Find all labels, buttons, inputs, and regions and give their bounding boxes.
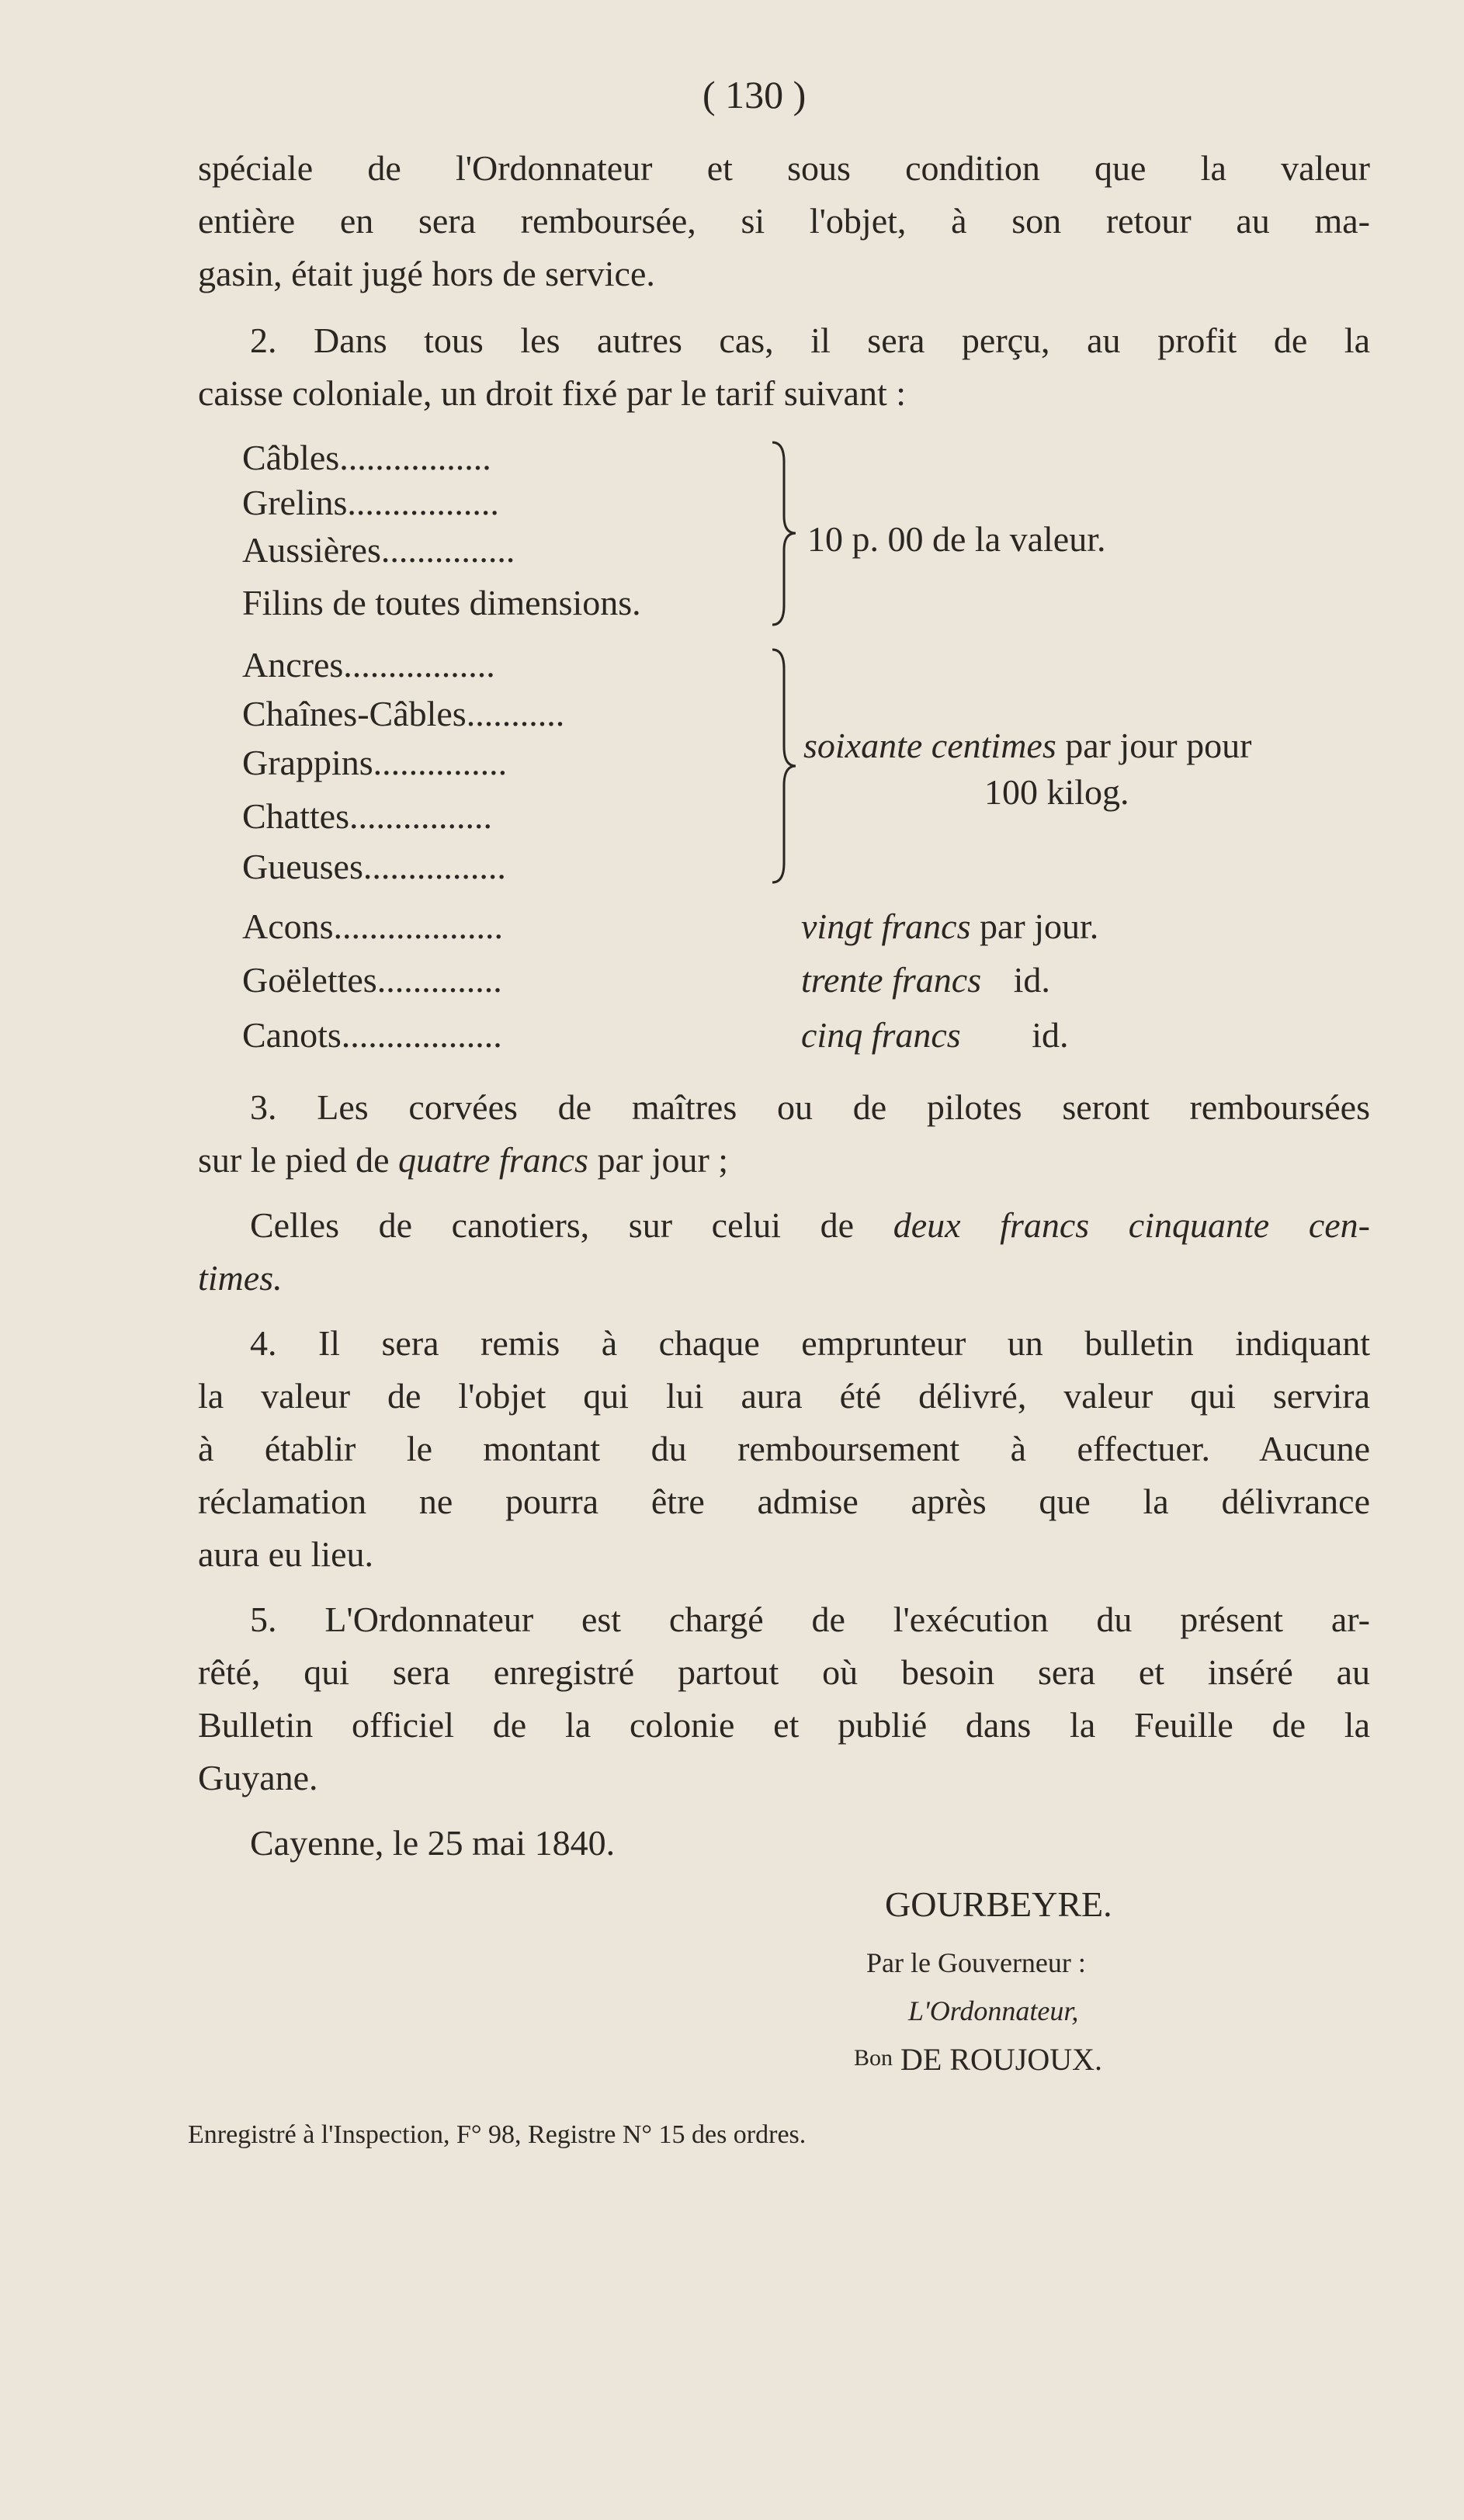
tariff-item-acons: Acons................... (242, 906, 504, 946)
tariff-item-aussieres: Aussières............... (242, 530, 515, 570)
tariff-item-ancres: Ancres................. (242, 645, 495, 685)
ordonnateur-label: L'Ordonnateur, (908, 1995, 1079, 2026)
tariff-rate-goelettes (801, 959, 1050, 1000)
para4-line1: 4. Il sera remis à chaque emprunteur un bulletin indiquant (250, 1323, 1370, 1363)
para1-line3: gasin, était jugé hors de service. (198, 254, 655, 293)
para4-line4: réclamation ne pourra être admise après que la délivrance (198, 1482, 1370, 1521)
para5-line3: Bulletin officiel de la colonie et publié dans la Feuille de la (198, 1705, 1370, 1745)
para2-line1: 2. Dans tous les autres cas, il sera perçu, au profit de la (250, 321, 1370, 360)
para4-line5: aura eu lieu. (198, 1534, 374, 1574)
para1-line2: entière en sera remboursée, si l'objet, à son retour au ma- (198, 201, 1370, 241)
tariff-rate-acons (801, 906, 1098, 947)
rate-rest: id. (1013, 960, 1050, 1000)
tariff-rate-group2 (803, 725, 1251, 766)
rate-italic: trente francs (801, 960, 982, 1000)
registration-note: Enregistré à l'Inspection, F° 98, Registre N° 15 des ordres. (188, 2120, 807, 2149)
rate-rest: id. (1032, 1015, 1069, 1055)
para3-line2 (198, 1134, 728, 1187)
para4-line3: à établir le montant du remboursement à effectuer. Aucune (198, 1429, 1370, 1468)
para5-line1: 5. L'Ordonnateur est chargé de l'exécution du présent ar- (250, 1600, 1370, 1639)
rate-rest: par jour. (979, 906, 1099, 946)
para3b-text: Celles de canotiers, sur celui de (250, 1205, 893, 1245)
tariff-item-cables: Câbles................. (242, 438, 491, 477)
para5-line2: rêté, qui sera enregistré partout où besoin sera et inséré au (198, 1652, 1370, 1692)
baron-name: DE ROUJOUX. (900, 2042, 1103, 2077)
tariff-rate-group2-line2: 100 kilog. (984, 772, 1129, 812)
rate-rest: par jour pour (1065, 726, 1252, 765)
date-line: Cayenne, le 25 mai 1840. (250, 1823, 616, 1863)
para2-line2: caisse coloniale, un droit fixé par le tarif suivant : (198, 373, 907, 413)
para3-italic: quatre francs (398, 1140, 588, 1180)
tariff-item-chaines-cables: Chaînes-Câbles........... (242, 694, 565, 733)
brace-group1 (768, 438, 800, 629)
para4-line2: la valeur de l'objet qui lui aura été délivré, valeur qui servira (198, 1376, 1370, 1416)
tariff-item-grappins: Grappins............... (242, 743, 508, 782)
rate-italic: vingt francs (801, 906, 971, 946)
tariff-rate-canots (801, 1014, 1068, 1055)
baron-signature (854, 2041, 1102, 2078)
tariff-item-goelettes: Goëlettes.............. (242, 960, 502, 1000)
baron-abbr: Bon (854, 2045, 893, 2071)
tariff-item-gueuses: Gueuses................ (242, 847, 506, 886)
para3b-line2: times. (198, 1258, 283, 1298)
rate-italic: soixante centimes (803, 726, 1056, 765)
tariff-item-filins: Filins de toutes dimensions. (242, 583, 641, 622)
para5-line4: Guyane. (198, 1758, 318, 1797)
para3-text-end: par jour ; (588, 1140, 729, 1180)
par-le-gouverneur: Par le Gouverneur : (866, 1947, 1086, 1978)
tariff-item-grelins: Grelins................. (242, 483, 499, 522)
para1-line1: spéciale de l'Ordonnateur et sous condition que la valeur (198, 148, 1370, 188)
page-number: ( 130 ) (703, 73, 807, 116)
governor-name: GOURBEYRE. (885, 1884, 1112, 1924)
para3b-italic: deux francs cinquante cen- (893, 1205, 1370, 1245)
para3-line1: 3. Les corvées de maîtres ou de pilotes seront remboursées (250, 1087, 1370, 1127)
tariff-item-canots: Canots.................. (242, 1015, 502, 1055)
tariff-item-chattes: Chattes................ (242, 796, 492, 836)
rate-italic: cinq francs (801, 1015, 961, 1055)
tariff-rate-group1: 10 p. 00 de la valeur. (807, 519, 1106, 559)
brace-group2 (768, 646, 800, 886)
para3b-line1 (250, 1199, 1370, 1252)
para3-text: sur le pied de (198, 1140, 399, 1180)
